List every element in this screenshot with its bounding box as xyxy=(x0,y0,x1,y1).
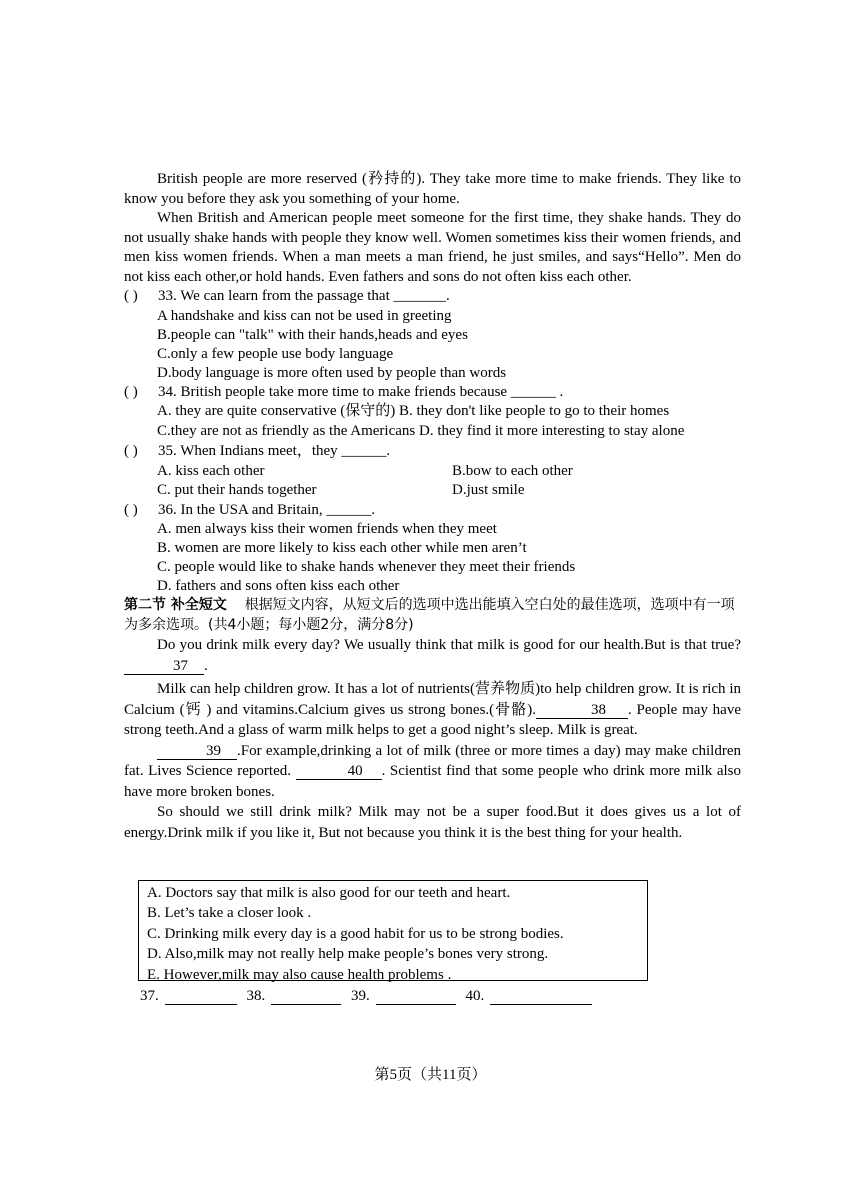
option: C. put their hands together xyxy=(157,482,317,498)
answer-blank-38[interactable] xyxy=(271,989,341,1005)
question-35 xyxy=(124,442,741,462)
section-title: 第二节 补全短文 xyxy=(124,597,227,613)
option: D.just smile xyxy=(452,482,525,498)
question-stem: 34. British people take more time to make friends because ______ . xyxy=(158,383,564,400)
option: A. they are quite conservative (保守的) B. they don't like people to go to their homes xyxy=(157,403,670,419)
blank-39[interactable]: 39 xyxy=(157,744,237,760)
section-heading xyxy=(124,596,741,635)
option-row xyxy=(157,462,741,482)
passage1-paragraph1: British people are more reserved (矜持的). They take more time to make friends. They like to know you before they ask you something of your home. xyxy=(124,171,741,207)
answer-label-39: 39. xyxy=(351,988,370,1004)
question-33 xyxy=(124,287,741,307)
answer-paren[interactable]: ( ) xyxy=(124,443,138,459)
choice-c: C. Drinking milk every day is a good habit for us to be strong bodies. xyxy=(147,925,564,942)
answer-label-40: 40. xyxy=(465,988,485,1004)
section-instructions: 根据短文内容，从短文后的选项中选出能填入空白处的最佳选项，选项中有一项为多余选项。(共4小题；每小题2分，满分8分) xyxy=(124,597,735,633)
option: B.people can "talk" with their hands,heads and eyes xyxy=(157,326,468,343)
option: A. men always kiss their women friends when they meet xyxy=(157,521,497,537)
blank-40[interactable]: 40 xyxy=(296,764,382,780)
page-footer: 第5页（共11页） xyxy=(374,1067,487,1083)
passage1-paragraph2: When British and American people meet someone for the first time, they shake hands. They do not usually shake hands with people they know well. Women sometimes kiss their women friends, and men kiss women friends. When a man meets a man friend, he just smiles, and says“Hello”. Men do not kiss each other,or hold hands. Even fathers and sons do not often kiss each other. xyxy=(124,210,741,285)
passage2-paragraph2: Milk can help children grow. It has a lot of nutrients(营养物质)to help children grow. It is rich in Calcium (钙 ) and vitamins.Calcium gives us strong bones.(骨骼). 38 . People may have strong teeth.And a glass of warm milk helps to get a good night’s sleep. Milk is great. xyxy=(124,681,741,738)
option: D. fathers and sons often kiss each other xyxy=(157,578,400,594)
choice-d: D. Also,milk may not really help make people’s bones very strong. xyxy=(147,946,549,963)
passage2-paragraph1: Do you drink milk every day? We usually think that milk is good for our health.But is that true? 37 . xyxy=(124,635,741,676)
answer-label-38: 38. xyxy=(246,988,266,1004)
answer-blank-37[interactable] xyxy=(165,989,237,1005)
question-stem: 36. In the USA and Britain, ______. xyxy=(158,501,376,518)
option: B.bow to each other xyxy=(452,462,573,479)
blank-38[interactable]: 38 xyxy=(536,703,628,719)
choices-box xyxy=(138,880,648,981)
option-row xyxy=(157,481,741,501)
option: C. people would like to shake hands whenever they meet their friends xyxy=(157,559,576,575)
answer-label-37: 37. xyxy=(140,988,159,1004)
blank-37[interactable]: 37 xyxy=(124,659,204,675)
question-stem: 35. When Indians meet，they ______. xyxy=(158,443,391,459)
choice-e: E. However,milk may also cause health problems . xyxy=(147,966,452,983)
option: A. kiss each other xyxy=(157,462,265,479)
answer-paren[interactable]: ( ) xyxy=(124,288,138,304)
page-content xyxy=(124,170,741,843)
question-36 xyxy=(124,501,741,521)
question-stem: 33. We can learn from the passage that _______. xyxy=(158,288,450,304)
answer-blank-40[interactable] xyxy=(490,989,592,1005)
option: B. women are more likely to kiss each other while men aren’t xyxy=(157,540,527,556)
option: C.only a few people use body language xyxy=(157,345,394,362)
option: D.body language is more often used by people than words xyxy=(157,364,507,381)
answer-line xyxy=(140,988,598,1005)
answer-paren[interactable]: ( ) xyxy=(124,501,138,518)
choice-a: A. Doctors say that milk is also good for our teeth and heart. xyxy=(147,885,511,901)
passage2-paragraph3: 39 .For example,drinking a lot of milk (three or more times a day) may make children fat. Lives Science reported. 40 . Scientist find that some people who drink more milk also have more broken bones. xyxy=(124,742,741,800)
option: C.they are not as friendly as the Americans D. they find it more interesting to stay alone xyxy=(157,423,685,439)
passage2-paragraph4: So should we still drink milk? Milk may not be a super food.But it does gives us a lot of energy.Drink milk if you like it, But not because you think it is the best thing for your health. xyxy=(124,804,741,841)
answer-paren[interactable]: ( ) xyxy=(124,383,138,400)
question-34 xyxy=(124,383,741,403)
answer-blank-39[interactable] xyxy=(376,989,456,1005)
option: A handshake and kiss can not be used in greeting xyxy=(157,307,452,324)
choice-b: B. Let’s take a closer look . xyxy=(147,905,312,922)
